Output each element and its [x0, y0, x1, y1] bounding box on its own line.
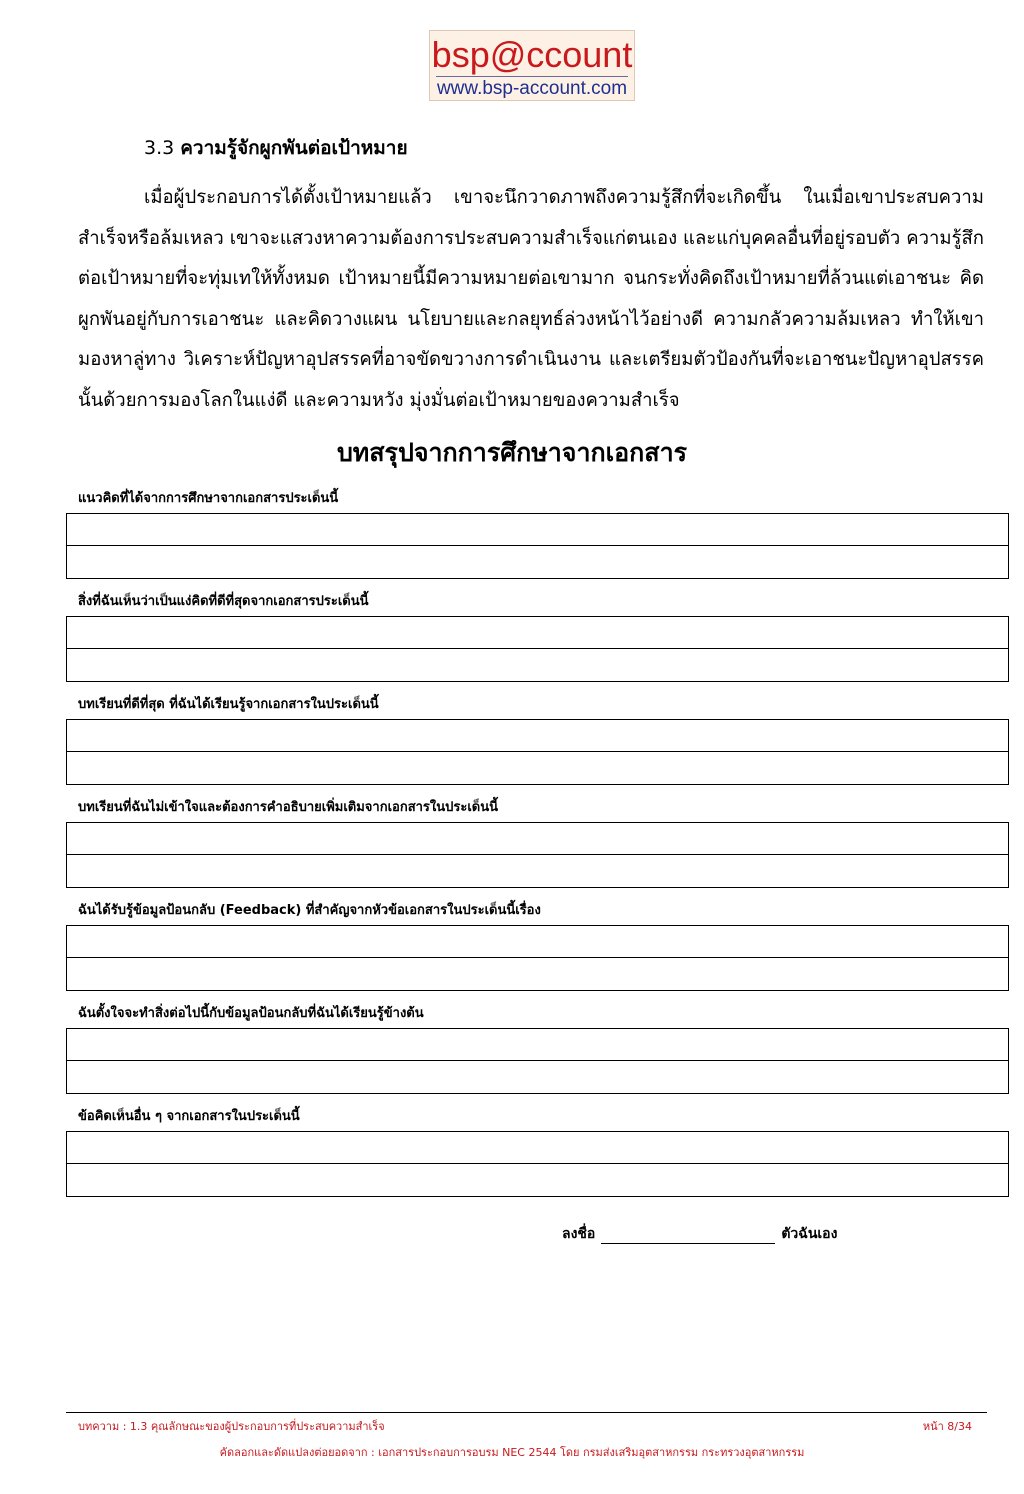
answer-line[interactable] — [67, 1029, 1008, 1060]
answer-box-4 — [66, 822, 1009, 888]
summary-title: บทสรุปจากการศึกษาจากเอกสาร — [336, 438, 688, 467]
section-number: 3.3 — [144, 137, 175, 159]
answer-line[interactable] — [67, 1164, 1008, 1196]
answer-box-7 — [66, 1131, 1009, 1197]
answer-line[interactable] — [67, 546, 1008, 578]
signature-suffix: ตัวฉันเอง — [781, 1226, 838, 1242]
signature-block — [562, 1224, 837, 1244]
answer-line[interactable] — [67, 958, 1008, 990]
answer-line[interactable] — [67, 752, 1008, 784]
answer-line[interactable] — [67, 823, 1008, 854]
answer-line[interactable] — [67, 617, 1008, 648]
answer-box-5 — [66, 925, 1009, 991]
logo-url: www.bsp-account.com — [436, 78, 628, 99]
section-paragraph: เมื่อผู้ประกอบการได้ตั้งเป้าหมายแล้ว เขาจะนึกวาดภาพถึงความรู้สึกที่จะเกิดขึ้น ในเมื่อเขาประสบความสำเร็จหรือล้มเหลว เขาจะแสวงหาความต้องการประสบความสำเร็จแก่ตนเอง และแก่บุคคลอื่นที่อยู่รอบตัว ความรู้สึกต่อเป้าหมายที่จะทุ่มเทให้ทั้งหมด เป้าหมายนี้มีความหมายต่อเขามาก จนกระทั่งคิดถึงเป้าหมายที่ล้วนแต่เอาชนะ คิดผูกพันอยู่กับการเอาชนะ และคิดวางแผน นโยบายและกลยุทธ์ล่วงหน้าไว้อย่างดี ความกลัวความล้มเหลว ทำให้เขามองหาลู่ทาง วิเคราะห์ปัญหาอุปสรรคที่อาจขัดขวางการดำเนินงาน และเตรียมตัวป้องกันที่จะเอาชนะปัญหาอุปสรรคนั้นด้วยการมองโลกในแง่ดี และความหวัง มุ่งมั่นต่อเป้าหมายของความสำเร็จ — [78, 187, 984, 411]
footer-credit: คัดลอกและดัดแปลงต่อยอดจาก : เอกสารประกอบการอบรม NEC 2544 โดย กรมส่งเสริมอุตสาหกรรม กระทรวงอุตสาหกรรม — [219, 1446, 805, 1459]
answer-line[interactable] — [67, 720, 1008, 751]
answer-box-1 — [66, 513, 1009, 579]
section-heading — [144, 134, 408, 162]
answer-box-2 — [66, 616, 1009, 682]
answer-line[interactable] — [67, 649, 1008, 681]
answer-line[interactable] — [67, 1061, 1008, 1093]
answer-box-3 — [66, 719, 1009, 785]
question-label-4: บทเรียนที่ฉันไม่เข้าใจและต้องการคำอธิบายเพิ่มเติมจากเอกสารในประเด็นนี้ — [78, 800, 499, 815]
answer-line[interactable] — [67, 855, 1008, 887]
question-label-3: บทเรียนที่ดีที่สุด ที่ฉันได้เรียนรู้จากเอกสารในประเด็นนี้ — [78, 697, 379, 712]
question-label-1: แนวคิดที่ได้จากการศึกษาจากเอกสารประเด็นนี้ — [78, 491, 339, 506]
section-title: ความรู้จักผูกพันต่อเป้าหมาย — [180, 137, 408, 159]
footer-divider — [66, 1412, 987, 1413]
answer-line[interactable] — [67, 1132, 1008, 1163]
question-label-6: ฉันตั้งใจจะทำสิ่งต่อไปนี้กับข้อมูลป้อนกลับที่ฉันได้เรียนรู้ข้างต้น — [78, 1006, 424, 1021]
question-label-7: ข้อคิดเห็นอื่น ๆ จากเอกสารในประเด็นนี้ — [78, 1109, 300, 1124]
company-logo — [429, 30, 635, 101]
footer-page-number: หน้า 8/34 — [922, 1420, 972, 1433]
signature-prefix: ลงชื่อ — [562, 1226, 596, 1242]
signature-line[interactable] — [601, 1229, 775, 1244]
footer-article: บทความ : 1.3 คุณลักษณะของผู้ประกอบการที่ประสบความสำเร็จ — [78, 1420, 385, 1433]
question-label-5: ฉันได้รับรู้ข้อมูลป้อนกลับ (Feedback) ที่สำคัญจากหัวข้อเอกสารในประเด็นนี้เรื่อง — [78, 903, 541, 918]
logo-brand: bsp@ccount — [431, 34, 633, 75]
answer-line[interactable] — [67, 926, 1008, 957]
answer-box-6 — [66, 1028, 1009, 1094]
question-label-2: สิ่งที่ฉันเห็นว่าเป็นแง่คิดที่ดีที่สุดจากเอกสารประเด็นนี้ — [78, 594, 369, 609]
answer-line[interactable] — [67, 514, 1008, 545]
